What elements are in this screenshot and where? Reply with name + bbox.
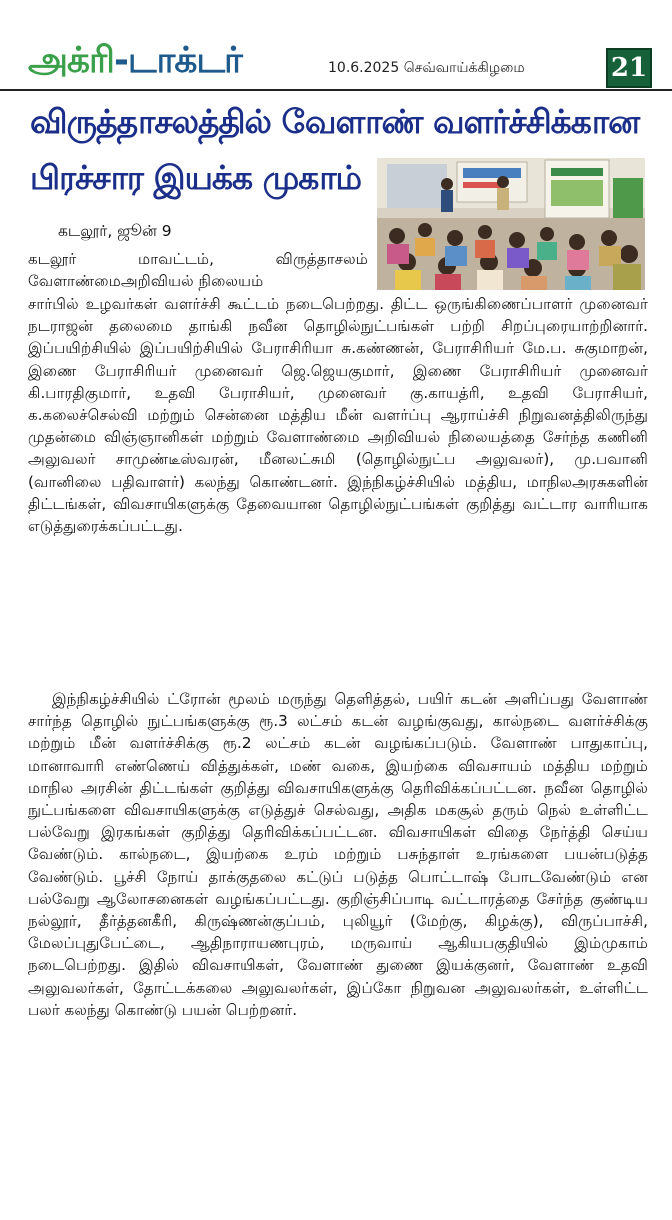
article-dateline: கடலூர், ஜூன் 9 [58,222,172,240]
brand-part2: டாக்டர் [127,40,242,81]
brand-part1: அக்ரி [28,40,114,81]
masthead-divider [0,89,672,91]
article-intro: கடலூர் மாவட்டம், விருத்தாசலம் வேளாண்மைஅறிவியல் நிலையம் [28,250,368,291]
newspaper-logo [28,40,242,86]
article-paragraph-1: சார்பில் உழவர்கள் வளர்ச்சி கூட்டம் நடைபெற்றது. திட்ட ஒருங்கிணைப்பாளர் முனைவர் நடராஜன் தலைமை தாங்கி நவீன தொழில்நுட்பங்கள் பற்றி சிறப்புரையாற்றினார். இப்பயிற்சியில் இப்பயிற்சியில் பேராசிரியா சு.கண்ணன், பேராசிரியர் மே.ப. சுகுமாறன், இணை பேராசிரியர் முனைவர் ஜெ.ஜெயகுமார், இணை பேராசிரியர் முனைவர் கி.பாரதிகுமார், உதவி பேராசியர், முனைவர் கு.காயத்ரி, உதவி பேராசியர், க.கலைச்செல்வி மற்றும் சென்னை மத்திய மீன் வளர்ப்பு ஆராய்ச்சி நிறுவனத்திலிருந்து முதன்மை விஞ்ஞானிகள் மற்றும் வேளாண்மை அறிவியல் நிலையத்தை சேர்ந்த கணினி அலுவலர் சாமுண்டீஸ்வரன், மீனலட்சுமி (தொழில்நுட்ப அலுவலர்), மு.பவானி (வானிலை பதிவாளர்) கலந்து கொண்டனர். இந்நிகழ்ச்சியில் மத்திய, மாநிலஅரசுகளின் திட்டங்கள், விவசாயிகளுக்கு தேவையான தொழில்நுட்பங்கள் குறித்து வட்டார வாரியாக எடுத்துரைக்கப்பட்டது. [28,295,648,536]
issue-date: 10.6.2025 செவ்வாய்க்கிழமை [328,60,525,76]
article-paragraph-2: இந்நிகழ்ச்சியில் ட்ரோன் மூலம் மருந்து தெளித்தல், பயிர் கடன் அளிப்பது வேளாண் சார்ந்த தொழில் நுட்பங்களுக்கு ரூ.3 லட்சம் கடன் வழங்குவது, கால்நடை வளர்ச்சிக்கு மற்றும் மீன் வளர்ச்சிக்கு ரூ.2 லட்சம் கடன் வழங்கப்படும். வேளாண் பாதுகாப்பு, மானாவாரி எண்ணெய் வித்துக்கள், மண் வகை, இயற்கை விவசாயம் மத்திய மற்றும் மாநில அரசின் திட்டங்கள் குறித்து விவசாயிகளுக்கு தெரிவிக்கப்பட்டன. நவீன தொழில் நுட்பங்களை விவசாயிகளுக்கு எடுத்துச் செல்வது, அதிக மகசூல் தரும் நெல் உள்ளிட்ட பல்வேறு இரகங்கள் குறித்து தெரிவிக்கப்பட்டன. விவசாயிகள் விதை நேர்த்தி செய்ய வேண்டும். கால்நடை, இயற்கை உரம் மற்றும் பசுந்தாள் உரங்களை பயன்படுத்த வேண்டும். பூச்சி நோய் தாக்குதலை கட்டுப் படுத்த பொட்டாஷ் போடவேண்டும் என பல்வேறு ஆலோசனைகள் வழங்கப்பட்டது. குறிஞ்சிப்பாடி வட்டாரத்தை சேர்ந்த குண்டிய நல்லூர், தீர்த்தனகீரி, கிருஷ்ணன்குப்பம், புலியூர் (மேற்கு, கிழக்கு), விருப்பாச்சி, மேலப்புதுபேட்டை, ஆதிநாராயணபுரம், மருவாய் ஆகியபகுதியில் இம்முகாம் நடைபெற்றது. இதில் விவசாயிகள், வேளாண் துணை இயக்குனர், வேளாண் உதவி அலுவலர்கள், தோட்டக்கலை அலுவலர்கள், இப்கோ நிறுவன அலுவலர்கள், உள்ளிட்ட பலர் கலந்து கொண்டு பயன் பெற்றனர். [28,690,648,1019]
headline-line-1: விருத்தாசலத்தில் வேளாண் வளர்ச்சிக்கான [30,102,640,141]
brand-separator: - [113,40,128,81]
page-number-badge: 21 [606,48,652,88]
event-photo [377,158,645,290]
headline-line-2: பிரச்சார இயக்க முகாம் [30,158,362,197]
masthead [0,0,672,92]
event-photo-illustration [377,158,645,290]
